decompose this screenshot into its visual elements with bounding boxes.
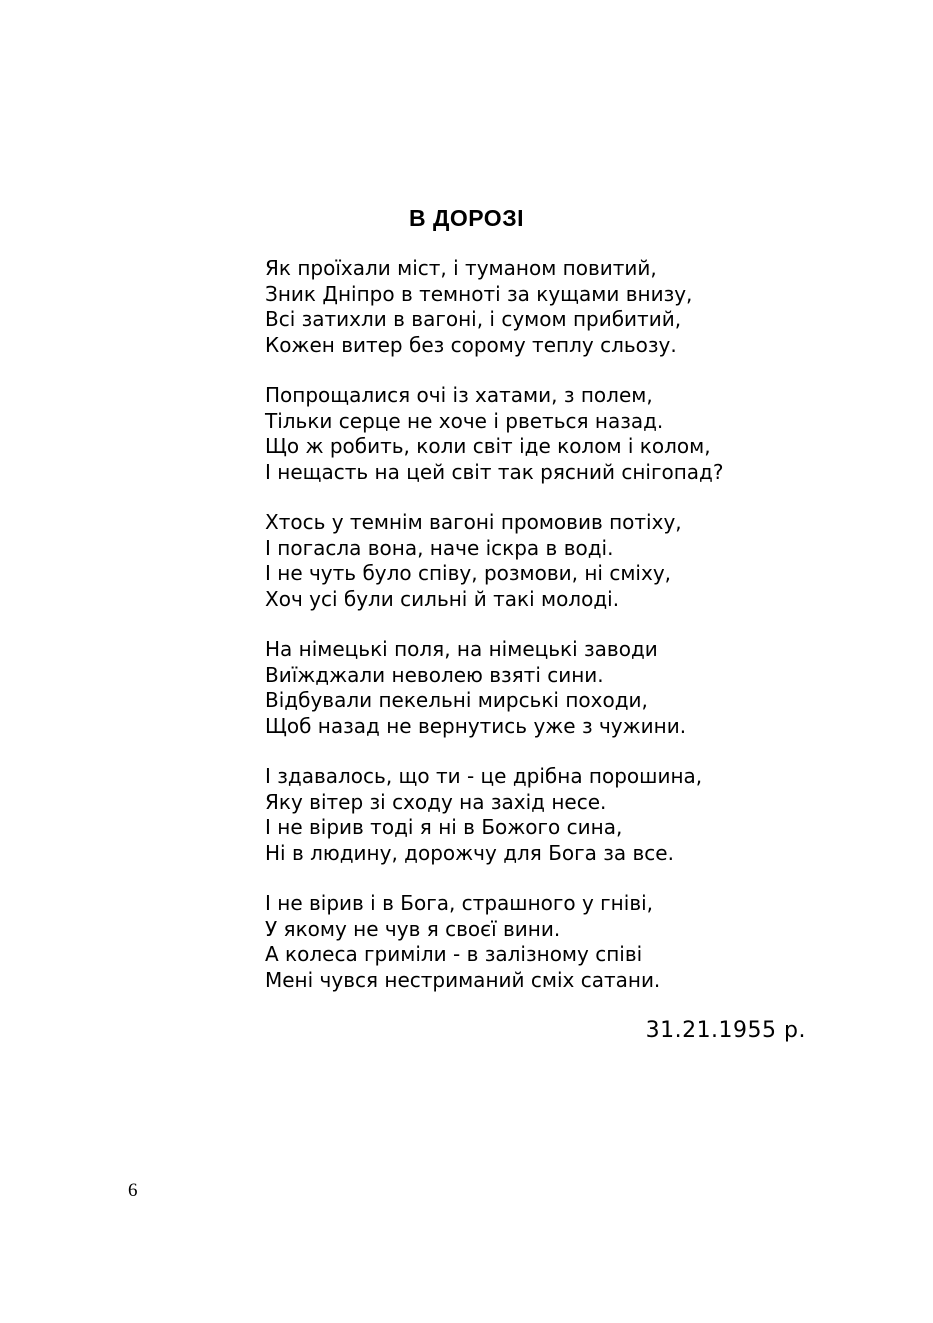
poem-line: Виїжджали неволею взяті сини.: [265, 662, 604, 687]
stanza-5: [265, 764, 825, 866]
poem-line: Хоч усі були сильні й такі молоді.: [265, 586, 620, 611]
poem-line: І не вірив тоді я ні в Божого сина,: [265, 815, 623, 839]
poem-line: Відбували пекельні мирські походи,: [265, 688, 648, 712]
poem-line: І погасла вона, наче іскра в воді.: [265, 535, 614, 560]
poem-line: Що ж робить, коли світ іде колом і колом,: [265, 434, 711, 458]
stanza-4: [265, 637, 825, 739]
poem-line: Хтось у темнім вагоні промовив потіху,: [265, 510, 682, 534]
page-number: 6: [128, 1180, 138, 1201]
poem-date: 31.21.1955 р.: [645, 1018, 806, 1043]
poem-line: І здавалось, що ти - це дрібна порошина,: [265, 764, 703, 788]
poem-line: Ні в людину, дорожчу для Бога за все.: [265, 840, 674, 865]
poem-line: Зник Дніпро в темноті за кущами внизу,: [265, 281, 693, 306]
poem-line: І нещасть на цей світ так рясний снігопад?: [265, 459, 724, 484]
poem-line: На німецькі поля, на німецькі заводи: [265, 637, 658, 661]
poem-line: І не чуть було співу, розмови, ні сміху,: [265, 561, 672, 585]
poem-title: В ДОРОЗІ: [408, 205, 524, 231]
poem-line: Тільки серце не хоче і рветься назад.: [265, 408, 664, 433]
poem-line: Кожен витер без сорому теплу сльозу.: [265, 332, 677, 357]
poem-line: Щоб назад не вернутись уже з чужини.: [265, 713, 687, 738]
poem-line: І не вірив і в Бога, страшного у гніві,: [265, 891, 654, 915]
poem-body: [265, 256, 825, 1018]
poem-line: Попрощалися очі із хатами, з полем,: [265, 383, 653, 407]
poem-line: У якому не чув я своєї вини.: [265, 916, 561, 941]
poem-line: А колеса гриміли - в залізному співі: [265, 942, 643, 966]
poem-line: Всі затихли в вагоні, і сумом прибитий,: [265, 307, 682, 331]
stanza-2: [265, 383, 825, 485]
poem-line: Мені чувся нестриманий сміх сатани.: [265, 967, 661, 992]
stanza-6: [265, 891, 825, 993]
poem-line: Як проїхали міст, і туманом повитий,: [265, 256, 657, 280]
stanza-3: [265, 510, 825, 612]
poem-line: Яку вітер зі сходу на захід несе.: [265, 789, 607, 814]
stanza-1: [265, 256, 825, 358]
